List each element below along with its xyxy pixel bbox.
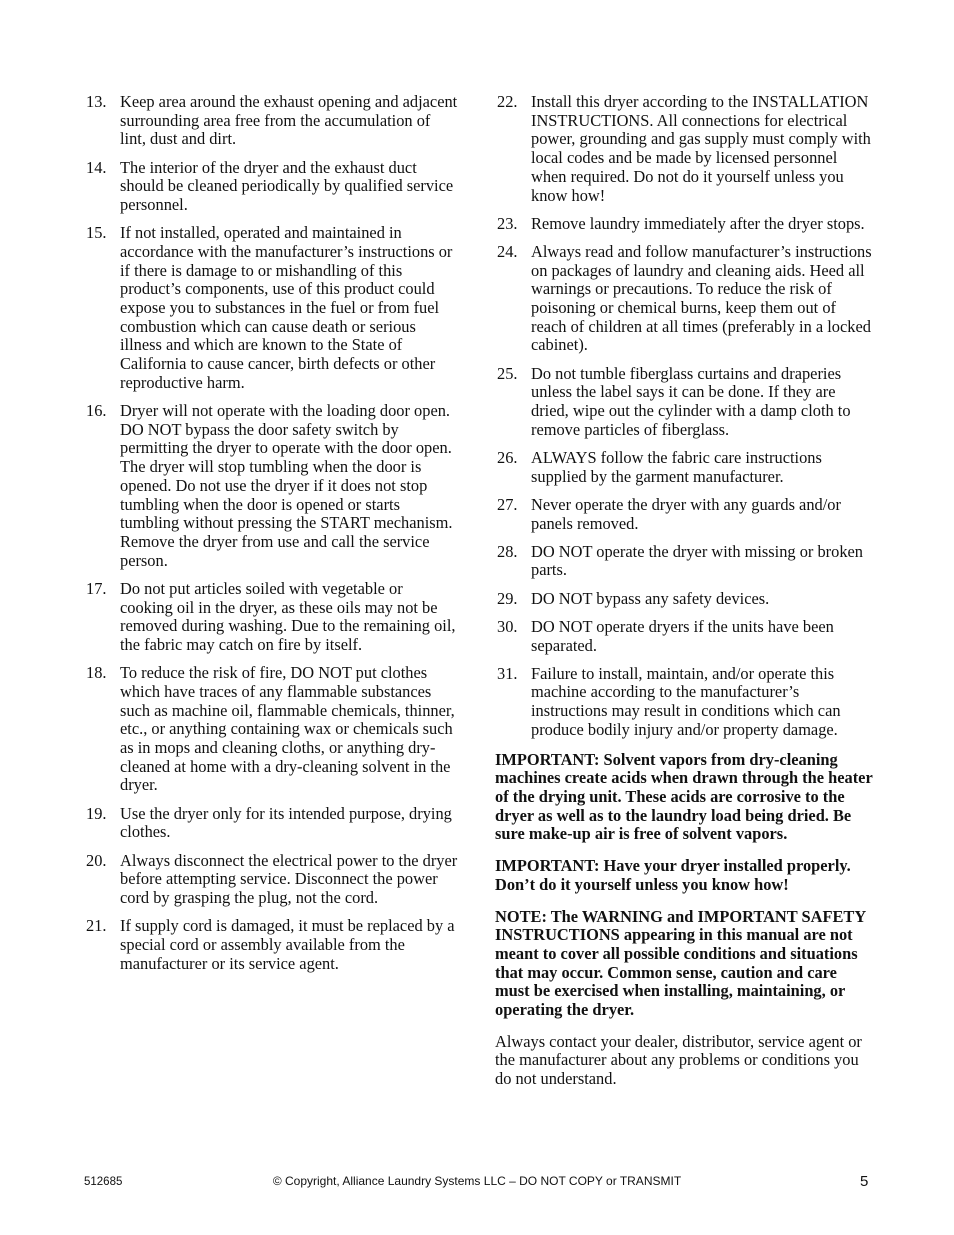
item-number: 28. — [497, 541, 518, 561]
list-item — [497, 365, 875, 440]
item-text: If supply cord is damaged, it must be replaced by a special cord or assembly available from the manufacturer or its service agent. — [120, 916, 455, 973]
list-item — [86, 664, 458, 795]
right-column — [497, 93, 875, 1089]
right-list — [497, 93, 875, 740]
item-number: 23. — [497, 213, 518, 233]
list-item — [497, 496, 875, 533]
item-number: 16. — [86, 401, 107, 421]
item-number: 26. — [497, 447, 518, 467]
item-number: 20. — [86, 850, 107, 870]
list-item — [497, 93, 875, 205]
item-number: 22. — [497, 92, 518, 111]
list-item — [497, 543, 875, 580]
safety-note: NOTE: The WARNING and IMPORTANT SAFETY INSTRUCTIONS appearing in this manual are not meant to cover all possible conditions and situations that may occur. Common sense, caution and care must be exercised when installing, maintaining, or operating the dryer. — [495, 906, 866, 1020]
item-number: 13. — [86, 92, 107, 111]
item-text: Never operate the dryer with any guards and/or panels removed. — [531, 494, 841, 533]
item-number: 21. — [86, 916, 107, 936]
left-column — [86, 93, 458, 983]
list-item — [86, 159, 458, 215]
item-text: ALWAYS follow the fabric care instructions supplied by the garment manufacturer. — [531, 447, 822, 486]
item-text: Failure to install, maintain, and/or operate this machine according to the manufacturer’s instructions may result in conditions which can produce bodily injury and/or property damage. — [531, 663, 841, 739]
list-item — [497, 618, 875, 655]
list-item — [497, 665, 875, 740]
item-text: To reduce the risk of fire, DO NOT put clothes which have traces of any flammable substances such as machine oil, flammable chemicals, thinner, etc., or anything containing wax or chemicals such as in mops and cleaning cloths, or anything dry-cleaned at home with a dry-cleaning solvent in the dryer. — [120, 663, 455, 795]
list-item — [86, 402, 458, 570]
list-item — [497, 449, 875, 486]
item-number: 17. — [86, 578, 107, 598]
list-item — [497, 243, 875, 355]
item-text: Always disconnect the electrical power to the dryer before attempting service. Disconnect the power cord by grasping the plug, not the cord. — [120, 850, 458, 907]
item-number: 31. — [497, 663, 518, 683]
contact-paragraph: Always contact your dealer, distributor, service agent or the manufacturer about any problems or conditions you do not understand. — [495, 1031, 862, 1089]
list-item — [86, 805, 458, 842]
item-number: 29. — [497, 588, 518, 608]
list-item — [86, 917, 458, 973]
item-text: DO NOT operate the dryer with missing or broken parts. — [531, 541, 863, 580]
list-item — [497, 590, 875, 609]
document-code: 512685 — [84, 1176, 123, 1188]
item-text: Do not tumble fiberglass curtains and draperies unless the label says it can be done. If they are dried, wipe out the cylinder with a damp cloth to remove particles of fiberglass. — [531, 363, 851, 439]
item-number: 30. — [497, 616, 518, 636]
item-number: 19. — [86, 803, 107, 823]
list-item — [86, 580, 458, 655]
page-number: 5 — [860, 1173, 869, 1190]
item-text: Keep area around the exhaust opening and adjacent surrounding area free from the accumulation of lint, dust and dirt. — [120, 92, 458, 149]
important-install-notice: IMPORTANT: Have your dryer installed properly. Don’t do it yourself unless you know how! — [495, 856, 851, 894]
item-text: Dryer will not operate with the loading door open. DO NOT bypass the door safety switch by permitting the dryer to operate with the door open. The dryer will stop tumbling when the door is opened. Do not use the dryer if it does not stop tumbling when the door is opened or starts tumbling without pressing the START mechanism. Remove the dryer from use and call the service person. — [120, 401, 453, 570]
item-text: DO NOT bypass any safety devices. — [531, 588, 770, 608]
list-item — [86, 93, 458, 149]
item-text: If not installed, operated and maintained in accordance with the manufacturer’s instructions or if there is damage to or mishandling of this product’s components, use of this product could expose you to substances in the fuel or from fuel combustion which can cause death or serious illness and which are known to the State of California to cause cancer, birth defects or other reproductive harm. — [120, 223, 453, 392]
item-number: 27. — [497, 494, 518, 514]
item-text: Install this dryer according to the INSTALLATION INSTRUCTIONS. All connections for electrical power, grounding and gas supply must comply with local codes and be made by licensed personnel when required. Do not do it yourself unless you know how! — [531, 92, 871, 205]
list-item — [86, 852, 458, 908]
item-number: 14. — [86, 157, 107, 177]
item-text: Use the dryer only for its intended purpose, drying clothes. — [120, 803, 452, 842]
item-number: 25. — [497, 363, 518, 383]
list-item — [497, 215, 875, 234]
item-text: Do not put articles soiled with vegetable or cooking oil in the dryer, as these oils may not be removed during washing. Due to the remaining oil, the fabric may catch on fire by itself. — [120, 578, 456, 654]
item-number: 15. — [86, 223, 107, 243]
item-text: The interior of the dryer and the exhaust duct should be cleaned periodically by qualified service personnel. — [120, 157, 454, 215]
item-number: 18. — [86, 663, 107, 683]
important-solvent-notice: IMPORTANT: Solvent vapors from dry-cleaning machines create acids when drawn through the heater of the drying unit. These acids are corrosive to the dryer as well as to the laundry load being dried. Be sure make-up air is free of solvent vapors. — [495, 749, 873, 844]
item-text: Always read and follow manufacturer’s instructions on packages of laundry and cleaning aids. Heed all warnings or precautions. To reduce the risk of poisoning or chemical burns, keep them out of reach of children at all times (preferably in a locked cabinet). — [531, 241, 872, 355]
item-number: 24. — [497, 241, 518, 261]
copyright-notice: © Copyright, Alliance Laundry Systems LLC – DO NOT COPY or TRANSMIT — [272, 1174, 682, 1188]
item-text: Remove laundry immediately after the dryer stops. — [531, 213, 865, 233]
item-text: DO NOT operate dryers if the units have been separated. — [531, 616, 834, 655]
list-item — [86, 224, 458, 392]
